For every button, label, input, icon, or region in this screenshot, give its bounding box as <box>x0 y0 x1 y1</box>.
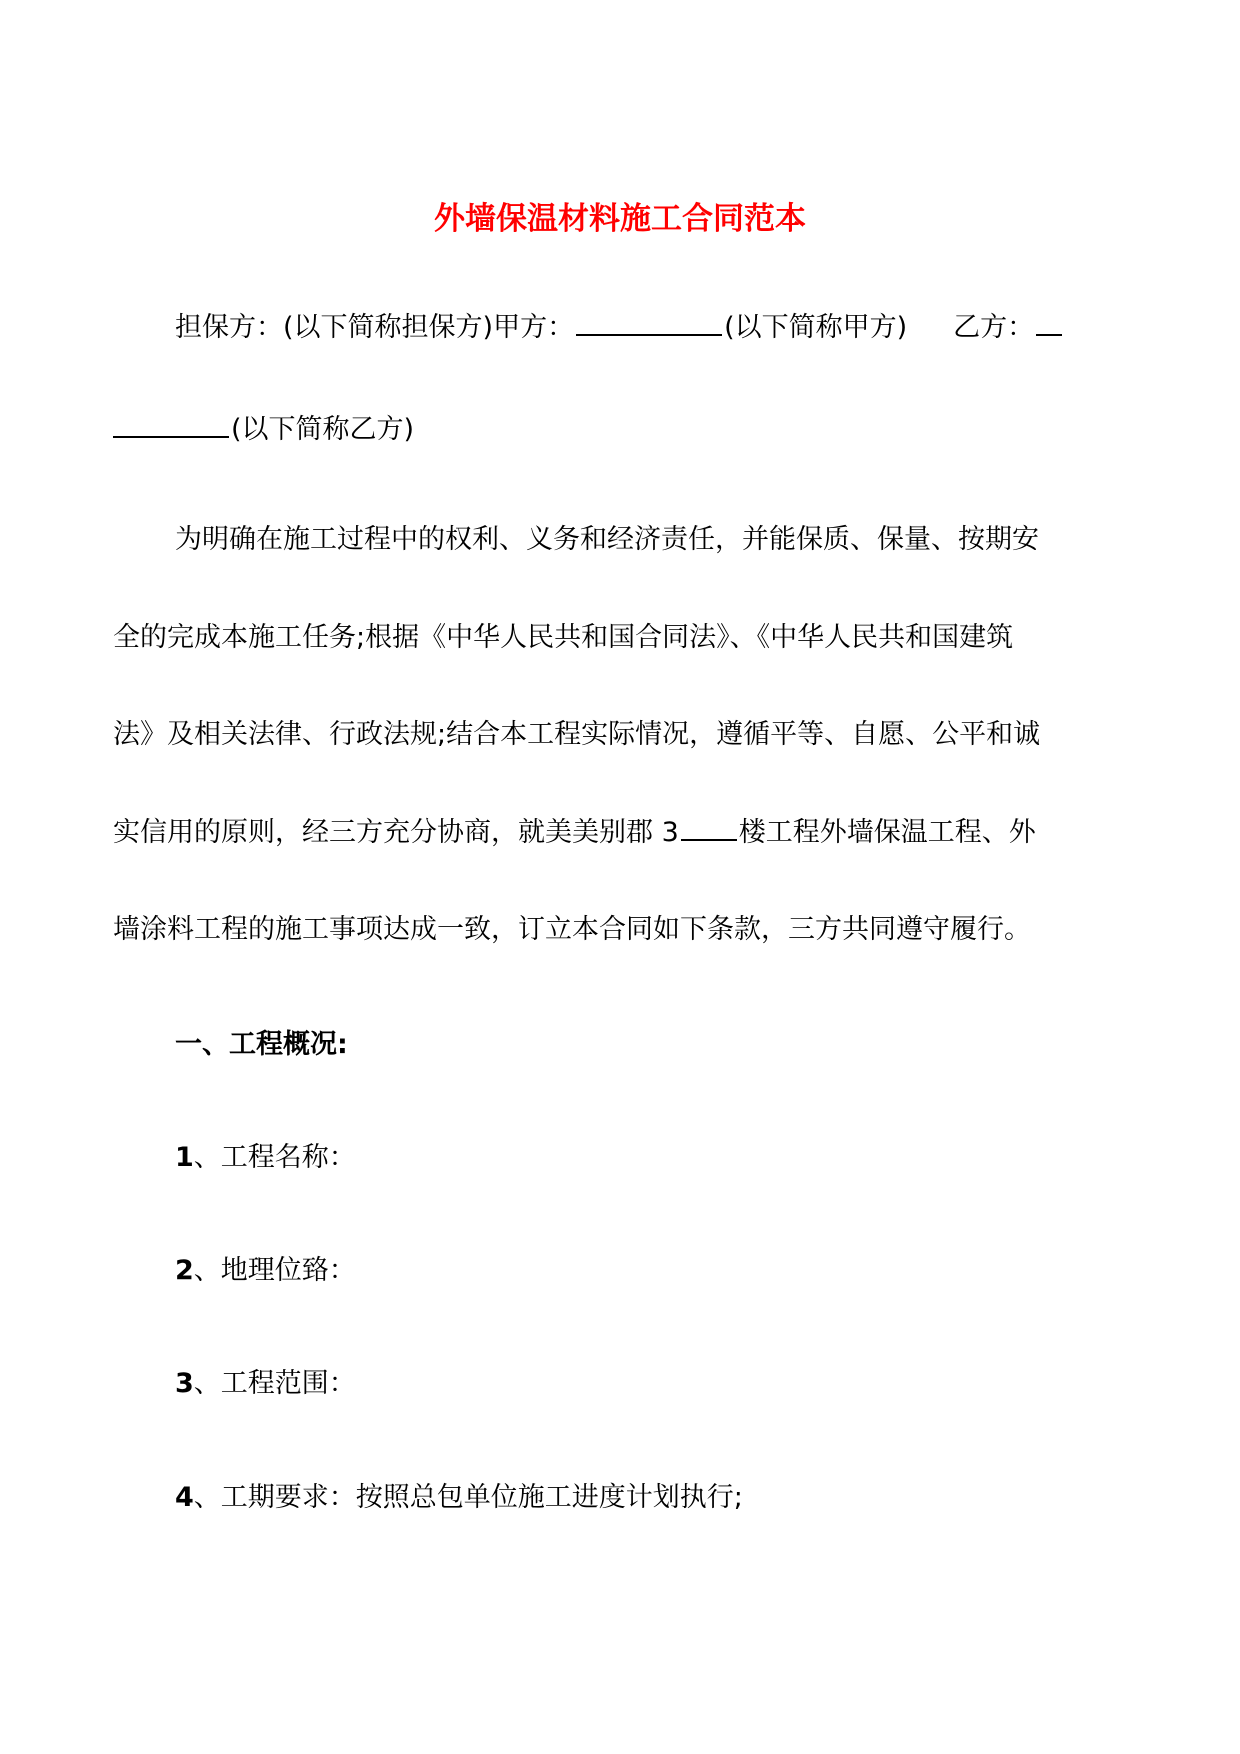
list-item-number: 3 <box>175 1368 194 1399</box>
preamble-line-3: 法》及相关法律、行政法规;结合本工程实际情况，遵循平等、自愿、公平和诚 <box>113 719 1041 750</box>
party-b-suffix: (以下简称乙方) <box>231 414 415 445</box>
list-item-number: 4 <box>175 1482 194 1513</box>
list-item-label: 、工程名称： <box>193 1142 356 1173</box>
list-item-number: 2 <box>175 1255 194 1286</box>
party-a-blank <box>576 333 722 336</box>
preamble-line-5: 墙涂料工程的施工事项达成一致，订立本合同如下条款，三方共同遵守履行。 <box>113 914 1031 945</box>
building-number-blank <box>681 838 737 841</box>
list-item-label: 、地理位臵： <box>193 1255 356 1286</box>
list-item-number: 1 <box>175 1142 194 1173</box>
party-a-suffix: (以下简称甲方) <box>724 312 908 343</box>
preamble-line-2: 全的完成本施工任务;根据《中华人民共和国合同法》、《中华人民共和国建筑 <box>113 622 1014 653</box>
list-item <box>175 1251 356 1291</box>
preamble-line-4-before: 实信用的原则，经三方充分协商，就美美别郡 3 <box>113 817 679 848</box>
parties-line-1 <box>175 308 1064 348</box>
party-b-blank-end <box>113 435 229 438</box>
list-item <box>175 1138 356 1178</box>
preamble-line-4-after: 楼工程外墙保温工程、外 <box>738 817 1036 848</box>
list-item-label: 、工程范围： <box>193 1368 356 1399</box>
party-b-label: 乙方： <box>953 312 1035 343</box>
guarantor-label: 担保方：(以下简称担保方)甲方： <box>175 312 575 343</box>
preamble-line-4 <box>113 813 1036 853</box>
party-b-blank-start <box>1036 333 1062 336</box>
preamble-line-1: 为明确在施工过程中的权利、义务和经济责任，并能保质、保量、按期安 <box>175 524 1039 555</box>
document-title: 外墙保温材料施工合同范本 <box>434 201 806 237</box>
parties-line-2 <box>113 410 414 450</box>
list-item <box>175 1364 356 1404</box>
section-heading-project-overview: 一、工程概况: <box>175 1029 348 1060</box>
list-item-label: 、工期要求：按照总包单位施工进度计划执行; <box>193 1482 743 1513</box>
list-item <box>175 1478 743 1518</box>
